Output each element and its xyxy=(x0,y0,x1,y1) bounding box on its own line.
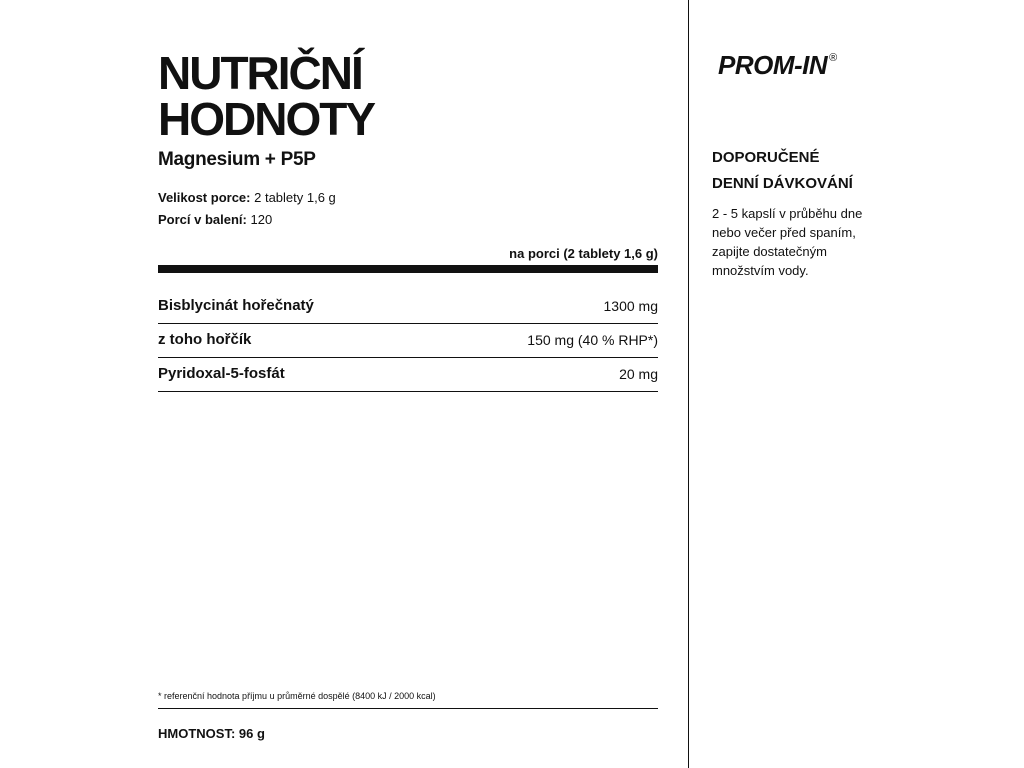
serving-size-value: 2 tablety 1,6 g xyxy=(254,190,336,205)
title-line-1: NUTRIČNÍ xyxy=(158,47,362,99)
brand-logo xyxy=(718,50,837,81)
column-divider xyxy=(688,0,689,768)
dosage-line: 2 - 5 kapslí v průběhu dne xyxy=(712,206,863,221)
dosage-instructions xyxy=(712,204,862,280)
column-header: na porci (2 tablety 1,6 g) xyxy=(509,246,658,261)
table-top-rule xyxy=(158,265,658,273)
serving-size-label: Velikost porce: xyxy=(158,190,251,205)
page-title xyxy=(158,47,374,145)
dosage-heading-line-1: DOPORUČENÉ xyxy=(712,149,820,166)
dosage-heading-line-2: DENNÍ DÁVKOVÁNÍ xyxy=(712,175,853,192)
nutrient-name: Bisblycinát hořečnatý xyxy=(158,297,314,314)
brand-logo-text: PROM-IN xyxy=(718,50,828,80)
nutrient-name: Pyridoxal-5-fosfát xyxy=(158,365,285,382)
dosage-line: zapijte dostatečným xyxy=(712,244,827,259)
dosage-line: množstvím vody. xyxy=(712,263,809,278)
table-row xyxy=(158,358,658,392)
nutrient-amount: 150 mg (40 % RHP*) xyxy=(527,332,658,348)
servings-per-pack-label: Porcí v balení: xyxy=(158,212,247,227)
table-row xyxy=(158,290,658,324)
net-weight: HMOTNOST: 96 g xyxy=(158,726,265,741)
nutrient-name: z toho hořčík xyxy=(158,331,252,348)
servings-per-pack-value: 120 xyxy=(250,212,273,227)
bottom-rule xyxy=(158,708,658,709)
nutrient-amount: 1300 mg xyxy=(603,298,658,314)
table-row xyxy=(158,324,658,358)
dosage-heading xyxy=(712,145,853,197)
registered-mark: ® xyxy=(829,52,837,64)
servings-per-pack xyxy=(158,212,272,227)
product-name: Magnesium + P5P xyxy=(158,149,316,170)
serving-size xyxy=(158,190,336,205)
dosage-line: nebo večer před spaním, xyxy=(712,225,856,240)
nutrient-amount: 20 mg xyxy=(619,366,658,382)
footnote: * referenční hodnota příjmu u průměrné dospělé (8400 kJ / 2000 kcal) xyxy=(158,691,436,701)
title-line-2: HODNOTY xyxy=(158,93,374,145)
